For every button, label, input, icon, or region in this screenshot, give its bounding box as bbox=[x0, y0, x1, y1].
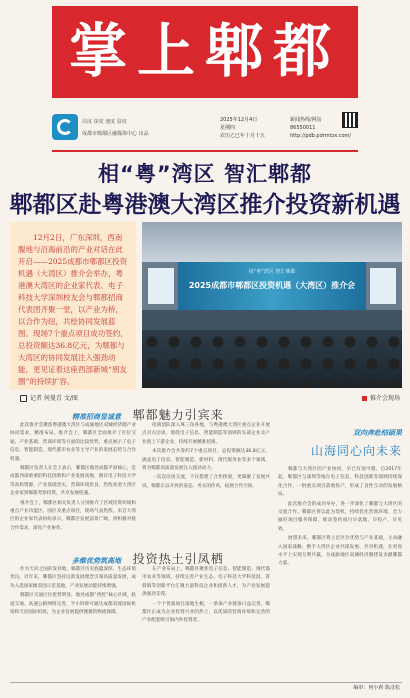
paragraph: 此次推介会聚焦粤港澳大湾区与成渝地区双城经济圈产业协同需求，精准布局。推介会上，郫都区全面推介了区位交通、产业基础、营商环境等方面的比较优势，重点展示了电子信息、智能制造、现代都市农业等主导产业的发展态势与合作机遇。 bbox=[10, 423, 136, 462]
masthead bbox=[52, 6, 358, 98]
screen-subtitle: 相“粤”湾区 智汇郫都 bbox=[248, 269, 296, 275]
issue-date: 2025年12月4日 bbox=[220, 117, 258, 123]
date-block bbox=[220, 116, 265, 140]
headline-main: 郫都区赴粤港澳大湾区推介投资新机遇 bbox=[9, 192, 401, 218]
paragraph: 一次次洽谈交流，不仅搭建了合作桥梁，更凝聚了发展共识。郫都正以开放的姿态、务实的作风，拓展合作空间。 bbox=[142, 475, 270, 489]
headline-kicker: 相“粤”湾区 智汇郫都 bbox=[98, 162, 312, 186]
section1-label: 精准招商显诚意 bbox=[72, 413, 121, 421]
masthead-title: 掌上郫都 bbox=[68, 17, 341, 85]
paragraph: 招商团队深入珠三角各地，与粤港澳大湾区重点企业开展点对点洽谈，围绕电子信息、智能制造等领域的头部企业及产业链上下游企业，持续开展精准招商。 bbox=[142, 423, 270, 445]
publisher: 成都市郫都区融媒体中心 出品 bbox=[82, 131, 149, 137]
lead-text: 12月2日，广东深圳，西南腹地与沿海前沿的产业对话在此开启——2025成都市郫都区投资机遇（大湾区）推介会举办，粤港澳大湾区的企业家代表、电子科技大学深圳校友会与郫都招商代表团齐聚一堂，以产业为桥，以合作为纽，共绘协同发展蓝图。现场7个重点项目成功签约，总投资额达36.8亿元，为郫都与大湾区的协同发展注入强劲动能，更见证着这座西部新城“朋友圈”的持续扩容。 bbox=[18, 233, 128, 386]
lunar-date: 农历乙巳年十月十五 bbox=[220, 133, 266, 139]
section1-mid-column bbox=[142, 422, 270, 492]
paragraph: 推介会上，郫都区相关负责人分别推介了区域投资环境和重点产业功能区、园区及重点项目，现场气氛热烈。来自大湾区的企业家代表纷纷表示，郫都区发展前景广阔，将积极对接合作需求，深化产业协作。 bbox=[10, 500, 136, 531]
section1-left-column bbox=[10, 422, 136, 534]
editor-credit: 编审：何小莉 陈彦松 bbox=[353, 685, 400, 691]
section3-left-column bbox=[10, 566, 136, 618]
section1-title: 郫都魅力引宾来 bbox=[132, 408, 224, 422]
paragraph: 此次推介会的成功举办，进一步深化了郫都与大湾区的交流合作。郫都区将以此为契机，持续优化营商环境，全力做好项目服务保障，推动签约项目早落地、早投产、早见效。 bbox=[278, 501, 402, 532]
section2-label: 双向奔赴结硕果 bbox=[353, 429, 402, 437]
section1-heading bbox=[72, 404, 224, 423]
website-link[interactable]: http://pdb.pdrmtzx.com/ bbox=[290, 133, 352, 139]
hotline-label: 新闻热线/网站 bbox=[290, 117, 322, 123]
paragraph: 本次推介会共签约7个重点项目，总投资额达36.8亿元，涵盖电子信息、智能制造、新材料、现代服务业等多个领域，将为郫都高质量发展注入强劲动力。 bbox=[142, 449, 270, 472]
paragraph: 在产业布局上，郫都区聚焦电子信息、智能制造、现代都市农业等领域，持续完善产业生态。电子科技大学科技园、菁蓉镇等创新平台汇聚大量科技企业和创新人才，为产业发展提供强劲支撑。 bbox=[142, 567, 270, 598]
caption-marker-icon bbox=[362, 396, 367, 401]
paragraph: 郫都区交通区位优势明显，地处成都“西控”核心区域，轨道交通、高速公路网络完善，半小时即可通达成都双流国际机场和天府国际机场，为企业发展提供便捷的物流保障。 bbox=[10, 593, 136, 616]
paragraph: 一个个优质项目落地生根，一条条产业链条日益完善。郫都区正成为企业投资兴业的热土，以优质的营商环境和完善的产业配套吸引海内外投资者。 bbox=[142, 601, 270, 624]
slogan: 高度 深度 速度 温度 bbox=[82, 119, 127, 125]
qr-code-icon bbox=[342, 112, 358, 128]
section3-label: 多维优势筑高地 bbox=[72, 557, 121, 565]
hotline-number: 86550011 bbox=[290, 125, 316, 131]
event-photo bbox=[142, 222, 402, 388]
pen-icon bbox=[20, 395, 27, 402]
header-divider bbox=[52, 150, 358, 152]
section3-mid-column bbox=[142, 566, 270, 627]
photo-caption bbox=[362, 392, 400, 406]
issue-weekday: 星期四 bbox=[220, 125, 236, 131]
lead-box bbox=[10, 222, 136, 390]
byline-text: 记者 何曼青 文/图 bbox=[30, 395, 78, 402]
paragraph: 郫都区负责人在会上表示，郫都区地处成都平原核心，是成都西部重要的科技创新和产业发展高地，拥有电子科技大学等高校资源，产业基础坚实，营商环境优良，热忱欢迎大湾区企业家到郫都考察投资，共享发展机遇。 bbox=[10, 466, 136, 497]
info-bar bbox=[52, 112, 358, 152]
paragraph: 郫都与大湾区的产业协同，早已有迹可循。自2017年起，郫都区与深圳等地在电子信息、科技创新等领域持续深化合作，一批重点项目落地投产，形成了良性互动的发展格局。 bbox=[278, 467, 402, 498]
section3-title: 投资热土引凤栖 bbox=[132, 552, 224, 566]
paragraph: 展望未来，郫都区将立足区位优势与产业基础，主动融入国家战略，携手大湾区企业共谋发展、共享机遇，在更高水平上实现互利共赢，为成渝地区双城经济圈建设贡献郫都力量。 bbox=[278, 536, 402, 567]
stage-screen bbox=[178, 262, 366, 310]
footer-divider bbox=[10, 682, 402, 683]
paragraph: 作为天府之国的发祥地，郫都区历史底蕴深厚、生态环境优良。近年来，郫都区坚持以新发展理念引领高质量发展，成功入选国家级双创示范基地，产业发展动能持续增强。 bbox=[10, 567, 136, 589]
screen-title: 2025成都市郫都区投资机遇（大湾区）推介会 bbox=[188, 281, 356, 290]
logo-icon bbox=[52, 114, 78, 140]
photo-caption-text: 推介会现场 bbox=[369, 395, 400, 402]
section3-heading bbox=[72, 548, 224, 567]
section2-title: 山海同心向未来 bbox=[310, 444, 402, 458]
section2-heading bbox=[280, 428, 402, 459]
section2-right-column bbox=[278, 466, 402, 570]
